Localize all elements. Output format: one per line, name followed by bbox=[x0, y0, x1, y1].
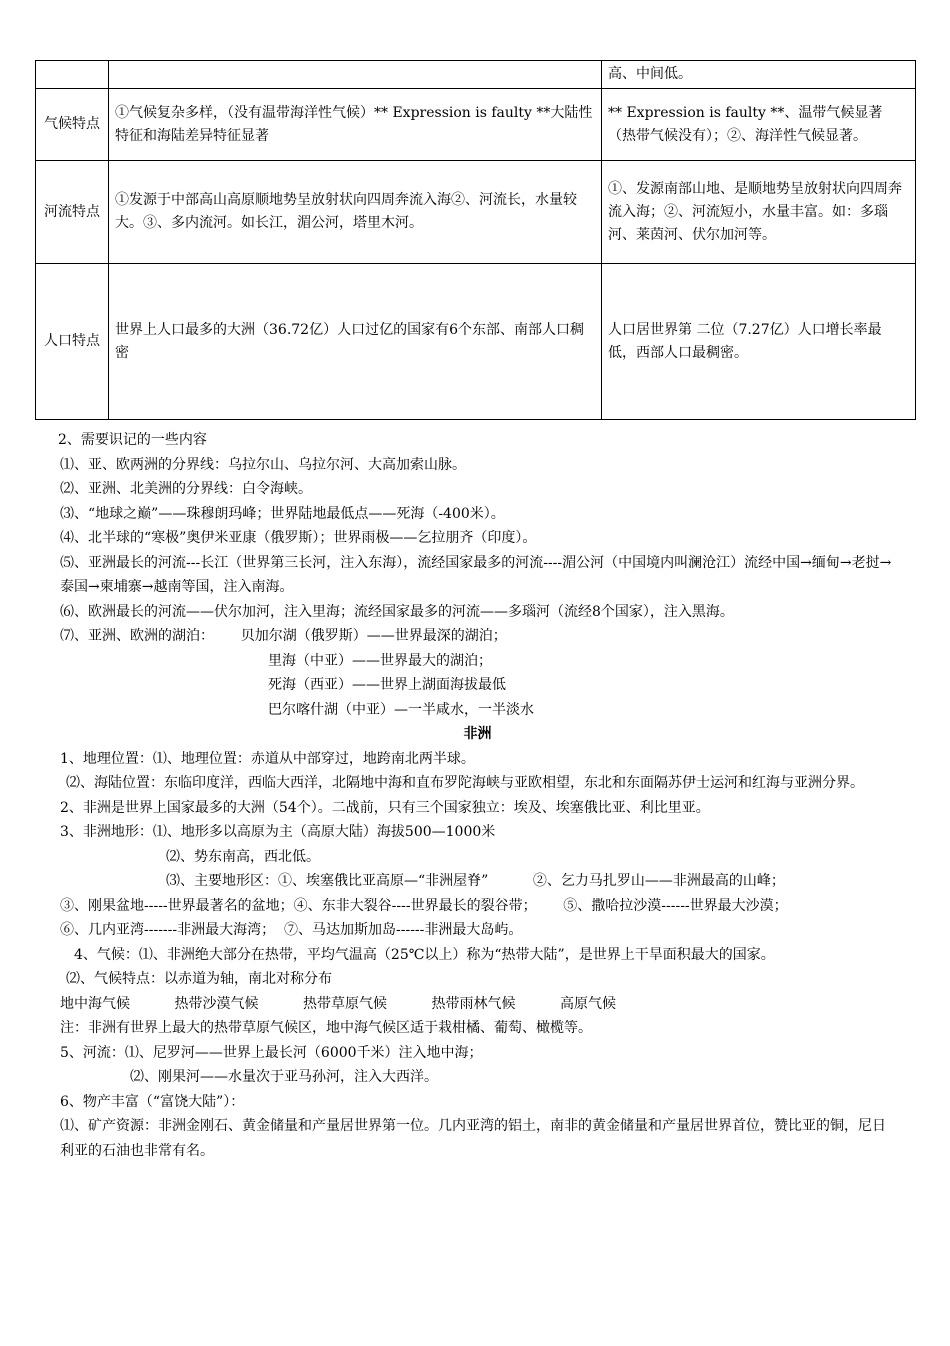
text-line: 4、气候：⑴、非洲绝大部分在热带，平均气温高（25℃以上）称为“热带大陆”，是世界上干旱面积最大的国家。 bbox=[74, 946, 775, 963]
text-line: ⑶、“地球之巅”——珠穆朗玛峰；世界陆地最低点——死海（-400米）。 bbox=[60, 505, 505, 522]
text-line: ⑵、亚洲、北美洲的分界线：白令海峡。 bbox=[60, 481, 312, 497]
text-line: ⑴、亚、欧两洲的分界线：乌拉尔山、乌拉尔河、大高加索山脉。 bbox=[60, 456, 466, 473]
table-row bbox=[36, 161, 916, 264]
asia-cell: ①气候复杂多样，（没有温带海洋性气候）** Expression is faulty **大陆性特征和海陆差异特征显著 bbox=[109, 89, 602, 161]
text-line: 5、河流：⑴、尼罗河——世界上最长河（6000千米）注入地中海； bbox=[60, 1044, 483, 1061]
asia-cell bbox=[109, 61, 602, 89]
text-line: 注：非洲有世界上最大的热带草原气候区，地中海气候区适于栽柑橘、葡萄、橄榄等。 bbox=[60, 1020, 592, 1036]
asia-cell: 世界上人口最多的大洲（36.72亿）人口过亿的国家有6个东部、南部人口稠密 bbox=[109, 264, 602, 420]
text-line: ③、刚果盆地-----世界最著名的盆地；④、东非大裂谷----世界最长的裂谷带； ⑤、撒哈拉沙漠------世界最大沙漠； bbox=[60, 897, 788, 914]
lake-line: 死海（西亚）——世界上湖面海拔最低 bbox=[268, 677, 506, 693]
europe-cell: ①、发源南部山地、是顺地势呈放射状向四周奔流入海；②、河流短小，水量丰富。如：多瑙河、莱茵河、伏尔加河等。 bbox=[602, 161, 916, 264]
text-line: 2、非洲是世界上国家最多的大洲（54个）。二战前，只有三个国家独立：埃及、埃塞俄比亚、利比里亚。 bbox=[60, 799, 710, 816]
europe-cell: 高、中间低。 bbox=[602, 61, 916, 89]
europe-cell: 人口居世界第 二位（7.27亿）人口增长率最低，西部人口最稠密。 bbox=[602, 264, 916, 420]
text-line: ⑺、亚洲、欧洲的湖泊： 贝加尔湖（俄罗斯）——世界最深的湖泊； bbox=[60, 628, 507, 644]
europe-cell: ** Expression is faulty **、温带气候显著（热带气候没有）；②、海洋性气候显著。 bbox=[602, 89, 916, 161]
text-line: ⑵、势东南高，西北低。 bbox=[166, 848, 320, 865]
row-head bbox=[36, 61, 109, 89]
text-line: 1、地理位置：⑴、地理位置：赤道从中部穿过，地跨南北两半球。 bbox=[60, 750, 475, 767]
text-line: ⑴、矿产资源：非洲金刚石、黄金储量和产量居世界第一位。几内亚湾的铝土，南非的黄金储量和产量居世界首位，赞比亚的铜，尼日利亚的石油也非常有名。 bbox=[60, 1118, 886, 1159]
text-line: ⑵、刚果河——水量次于亚马孙河，注入大西洋。 bbox=[130, 1069, 438, 1085]
row-head: 人口特点 bbox=[36, 264, 109, 420]
text-line: ⑵、气候特点：以赤道为轴，南北对称分布 bbox=[66, 971, 332, 987]
row-head: 气候特点 bbox=[36, 89, 109, 161]
comparison-table bbox=[35, 60, 916, 420]
text-line: 3、非洲地形：⑴、地形多以高原为主（高原大陆）海拔500—1000米 bbox=[60, 824, 496, 840]
notes-body bbox=[60, 428, 895, 1163]
text-line: ⑥、几内亚湾-------非洲最大海湾； ⑦、马达加斯加岛------非洲最大岛屿。 bbox=[60, 922, 523, 938]
lake-line: 巴尔喀什湖（中亚）—一半咸水，一半淡水 bbox=[268, 701, 534, 718]
text-line: ⑹、欧洲最长的河流——伏尔加河，注入里海；流经国家最多的河流——多瑙河（流经8个国家），注入黑海。 bbox=[60, 603, 734, 620]
row-head: 河流特点 bbox=[36, 161, 109, 264]
section-title-africa: 非洲 bbox=[463, 726, 492, 742]
text-line: 6、物产丰富（“富饶大陆”）： bbox=[60, 1093, 245, 1110]
text-line: ⑵、海陆位置：东临印度洋，西临大西洋，北隔地中海和直布罗陀海峡与亚欧相望，东北和东面隔苏伊士运河和红海与亚洲分界。 bbox=[66, 775, 864, 791]
text-line: 2、需要识记的一些内容 bbox=[58, 432, 207, 448]
text-line: ⑷、北半球的“寒极”奥伊米亚康（俄罗斯）；世界雨极——乞拉朋齐（印度）。 bbox=[60, 530, 537, 546]
table-row bbox=[36, 89, 916, 161]
asia-cell: ①发源于中部高山高原顺地势呈放射状向四周奔流入海②、河流长，水量较大。③、多内流河。如长江，湄公河，塔里木河。 bbox=[109, 161, 602, 264]
text-line: ⑸、亚洲最长的河流---长江（世界第三长河，注入东海），流经国家最多的河流----湄公河（中国境内叫澜沧江）流经中国→缅甸→老挝→泰国→柬埔寨→越南等国，注入南海。 bbox=[60, 554, 892, 595]
lake-line: 里海（中亚）——世界最大的湖泊； bbox=[268, 652, 492, 669]
climate-types: 地中海气候 热带沙漠气候 热带草原气候 热带雨林气候 高原气候 bbox=[60, 995, 617, 1012]
text-line: ⑶、主要地形区：①、埃塞俄比亚高原—“非洲屋脊” ②、乞力马扎罗山——非洲最高的山峰； bbox=[166, 873, 785, 889]
table-row bbox=[36, 264, 916, 420]
table-row bbox=[36, 61, 916, 89]
